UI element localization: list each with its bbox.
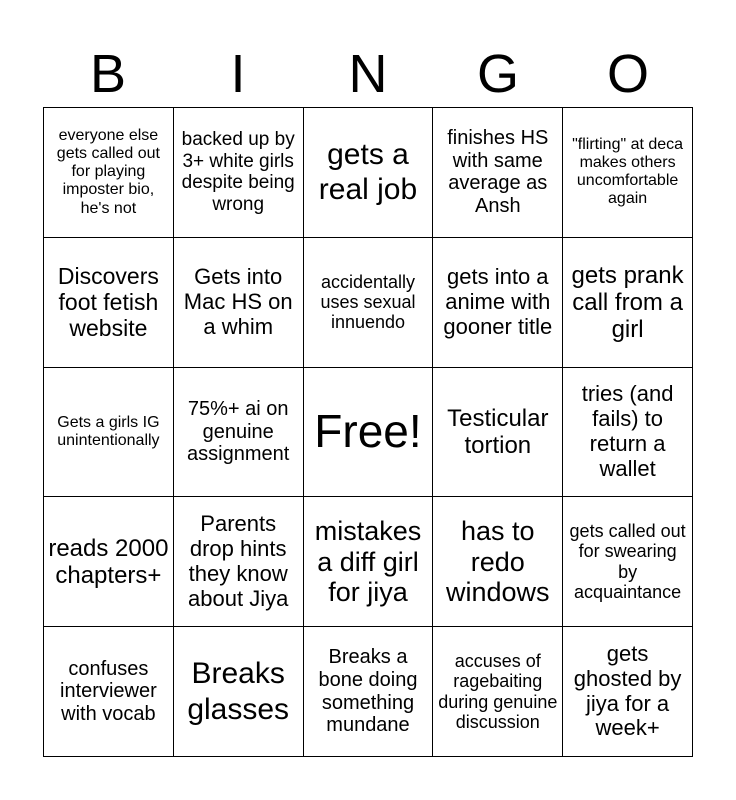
header-letter-g: G <box>476 44 519 104</box>
bingo-cell-r4c4[interactable]: has to redo windows <box>433 497 563 627</box>
bingo-header <box>43 40 693 108</box>
bingo-cell-r5c3[interactable]: Breaks a bone doing something mundane <box>304 627 434 757</box>
bingo-cell-r3c5[interactable]: tries (and fails) to return a wallet <box>563 368 693 498</box>
bingo-cell-r1c2[interactable]: backed up by 3+ white girls despite being wrong <box>174 108 304 238</box>
bingo-cell-r5c4[interactable]: accuses of ragebaiting during genuine discussion <box>433 627 563 757</box>
bingo-cell-r4c2[interactable]: Parents drop hints they know about Jiya <box>174 497 304 627</box>
header-letter-b: B <box>89 44 127 104</box>
header-letter-i: I <box>230 44 246 104</box>
bingo-cell-r2c2[interactable]: Gets into Mac HS on a whim <box>174 238 304 368</box>
bingo-cell-r1c1[interactable]: everyone else gets called out for playing imposter bio, he's not <box>44 108 174 238</box>
bingo-cell-r2c3[interactable]: accidentally uses sexual innuendo <box>304 238 434 368</box>
header-letter-n: N <box>348 44 388 104</box>
bingo-cell-r3c3-free[interactable]: Free! <box>304 368 434 498</box>
bingo-cell-r3c2[interactable]: 75%+ ai on genuine assignment <box>174 368 304 498</box>
bingo-cell-r4c5[interactable]: gets called out for swearing by acquaintance <box>563 497 693 627</box>
bingo-cell-r1c4[interactable]: finishes HS with same average as Ansh <box>433 108 563 238</box>
bingo-cell-r3c4[interactable]: Testicular tortion <box>433 368 563 498</box>
bingo-cell-r3c1[interactable]: Gets a girls IG unintentionally <box>44 368 174 498</box>
bingo-cell-r4c3[interactable]: mistakes a diff girl for jiya <box>304 497 434 627</box>
bingo-cell-r2c4[interactable]: gets into a anime with gooner title <box>433 238 563 368</box>
bingo-cell-r4c1[interactable]: reads 2000 chapters+ <box>44 497 174 627</box>
bingo-cell-r1c5[interactable]: "flirting" at deca makes others uncomfortable again <box>563 108 693 238</box>
bingo-cell-r2c1[interactable]: Discovers foot fetish website <box>44 238 174 368</box>
bingo-cell-r5c5[interactable]: gets ghosted by jiya for a week+ <box>563 627 693 757</box>
header-letter-o: O <box>606 44 649 104</box>
bingo-board <box>43 107 693 757</box>
bingo-cell-r5c2[interactable]: Breaks glasses <box>174 627 304 757</box>
bingo-cell-r1c3[interactable]: gets a real job <box>304 108 434 238</box>
bingo-cell-r5c1[interactable]: confuses interviewer with vocab <box>44 627 174 757</box>
bingo-cell-r2c5[interactable]: gets prank call from a girl <box>563 238 693 368</box>
